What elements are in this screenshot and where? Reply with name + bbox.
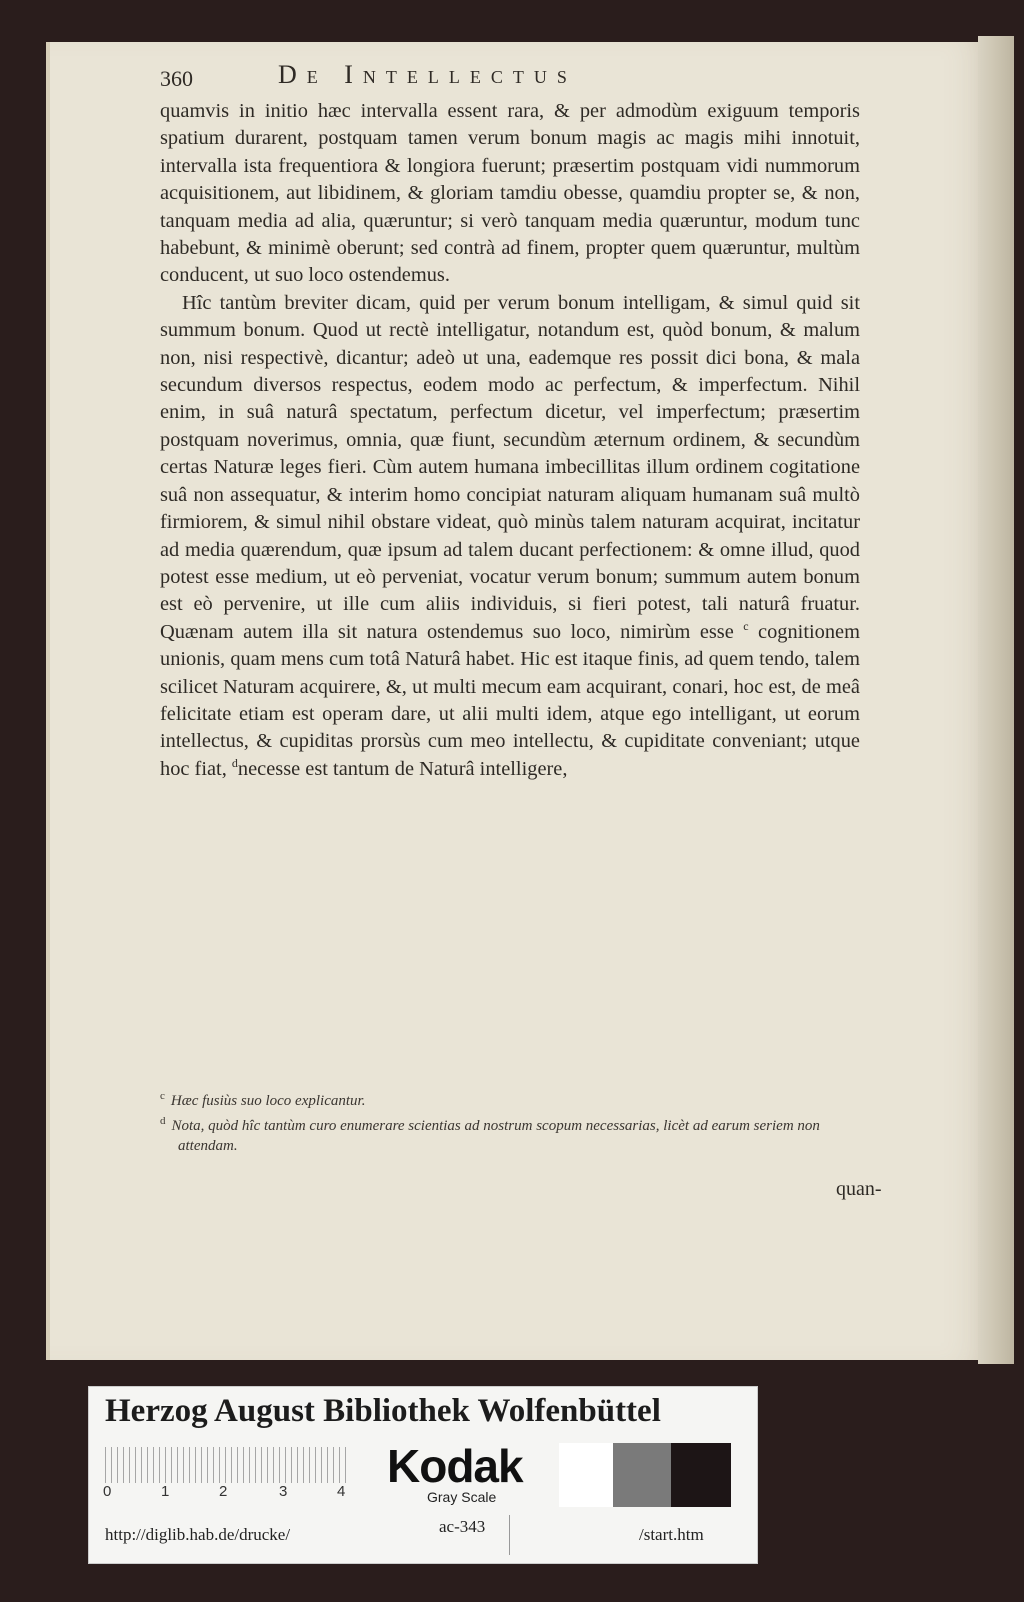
ruler-number: 1 bbox=[161, 1483, 170, 1500]
gray-swatch-white bbox=[559, 1443, 613, 1507]
ruler-numbers bbox=[99, 1483, 359, 1507]
paragraph-1: quamvis in initio hæc intervalla essent rara, & per admodùm exiguum temporis spatium durarent, postquam tamen verum bonum magis ac magis mihi innotuit, intervalla ista frequentiora & longiora fuerunt; præsertim postquam vidi nummorum acquisitionem, aut libidinem, & gloriam tamdiu obesse, quamdiu propter se, & non, tanquam media ad alia, quæruntur; si verò tanquam media quæruntur, modum tunc habebunt, & minimè oberunt; sed contrà ad finem, propter quem quæruntur, multùm conducent, ut suo loco ostendemus. bbox=[160, 100, 860, 287]
footnote-text: Hæc fusiùs suo loco explicantur. bbox=[170, 1093, 366, 1109]
ruler-number: 4 bbox=[337, 1483, 346, 1500]
footnote-ref-d: d bbox=[231, 755, 238, 770]
ruler-number: 0 bbox=[103, 1483, 112, 1500]
running-title: De Intellectus bbox=[278, 60, 577, 89]
paragraph-2 bbox=[160, 290, 860, 783]
source-url-prefix: http://diglib.hab.de/drucke/ bbox=[105, 1525, 291, 1544]
footnote-c bbox=[160, 1086, 860, 1111]
paragraph-2-part-c: necesse est tantum de Naturâ intelligere, bbox=[237, 757, 568, 780]
shelfmark-code: ac-343 bbox=[439, 1517, 486, 1536]
footnote-text: Nota, quòd hîc tantùm curo enumerare scientias ad nostrum scopum necessarias, licèt ad earum seriem non attendam. bbox=[171, 1118, 820, 1154]
page-number: 360 bbox=[160, 66, 193, 91]
paragraph-2-part-b: cognitionem unionis, quam mens cum totâ Naturâ habet. Hic est itaque finis, ad quem tendo, talem scilicet Naturam acquirere, &, ut multi mecum eam acquirant, conari, hoc est, de meâ felicitate etiam est operam dare, ut alii multi idem, atque ego intelligant, ut eorum intellectus, & cupiditas prorsùs cum meo intellectu, & cupiditate conveniant; utque hoc fiat, bbox=[160, 620, 860, 780]
gray-scale-label: Gray Scale bbox=[427, 1489, 497, 1505]
gray-swatch-mid bbox=[613, 1443, 671, 1507]
main-text bbox=[160, 98, 860, 783]
gray-swatch-black bbox=[671, 1443, 731, 1507]
ruler-number: 3 bbox=[279, 1483, 288, 1500]
footnote-mark: d bbox=[160, 1115, 166, 1127]
footnote-mark: c bbox=[160, 1090, 165, 1102]
ruler-number: 2 bbox=[219, 1483, 228, 1500]
page-header bbox=[160, 60, 760, 100]
footnote-d bbox=[160, 1111, 860, 1156]
kodak-logo: Kodak bbox=[387, 1440, 523, 1492]
color-calibration-target bbox=[88, 1386, 758, 1564]
catchword: quan- bbox=[836, 1178, 882, 1200]
scale-ruler bbox=[105, 1447, 351, 1483]
divider bbox=[509, 1515, 510, 1555]
source-url-suffix: /start.htm bbox=[639, 1525, 704, 1544]
footnotes bbox=[160, 1086, 860, 1156]
library-name: Herzog August Bibliothek Wolfenbüttel bbox=[105, 1393, 661, 1429]
footnote-ref-c: c bbox=[743, 618, 749, 633]
paragraph-2-part-a: Hîc tantùm breviter dicam, quid per verum bonum intelligam, & simul quid sit summum bonum. Quod ut rectè intelligatur, notandum est, quòd bonum, & malum non, nisi respectivè, dicantur; adeò ut una, eademque res possit dici bona, & mala secundum diversos respectus, eodem modo ac perfectum, & imperfectum. Nihil enim, in suâ naturâ spectatum, perfectum dicetur, vel imperfectum; præsertim postquam noverimus, omnia, quæ fiunt, secundùm æternum ordinem, & secundùm certas Naturæ leges fieri. Cùm autem humana imbecillitas illum ordinem cogitatione suâ non assequatur, & interim homo concipiat naturam aliquam humanam suâ multò firmiorem, & simul nihil obstare videat, quò minùs talem naturam acquirat, incitatur ad media quærendum, quæ ipsum ad talem ducant perfectionem: & omne illud, quod potest esse medium, ut eò perveniat, vocatur verum bonum; summum autem bonum est eò pervenire, ut ille cum aliis individuis, si fieri potest, tali naturâ fruatur. Quænam autem illa sit natura ostendemus suo loco, nimirùm esse bbox=[160, 291, 860, 643]
page-edge bbox=[978, 36, 1014, 1364]
